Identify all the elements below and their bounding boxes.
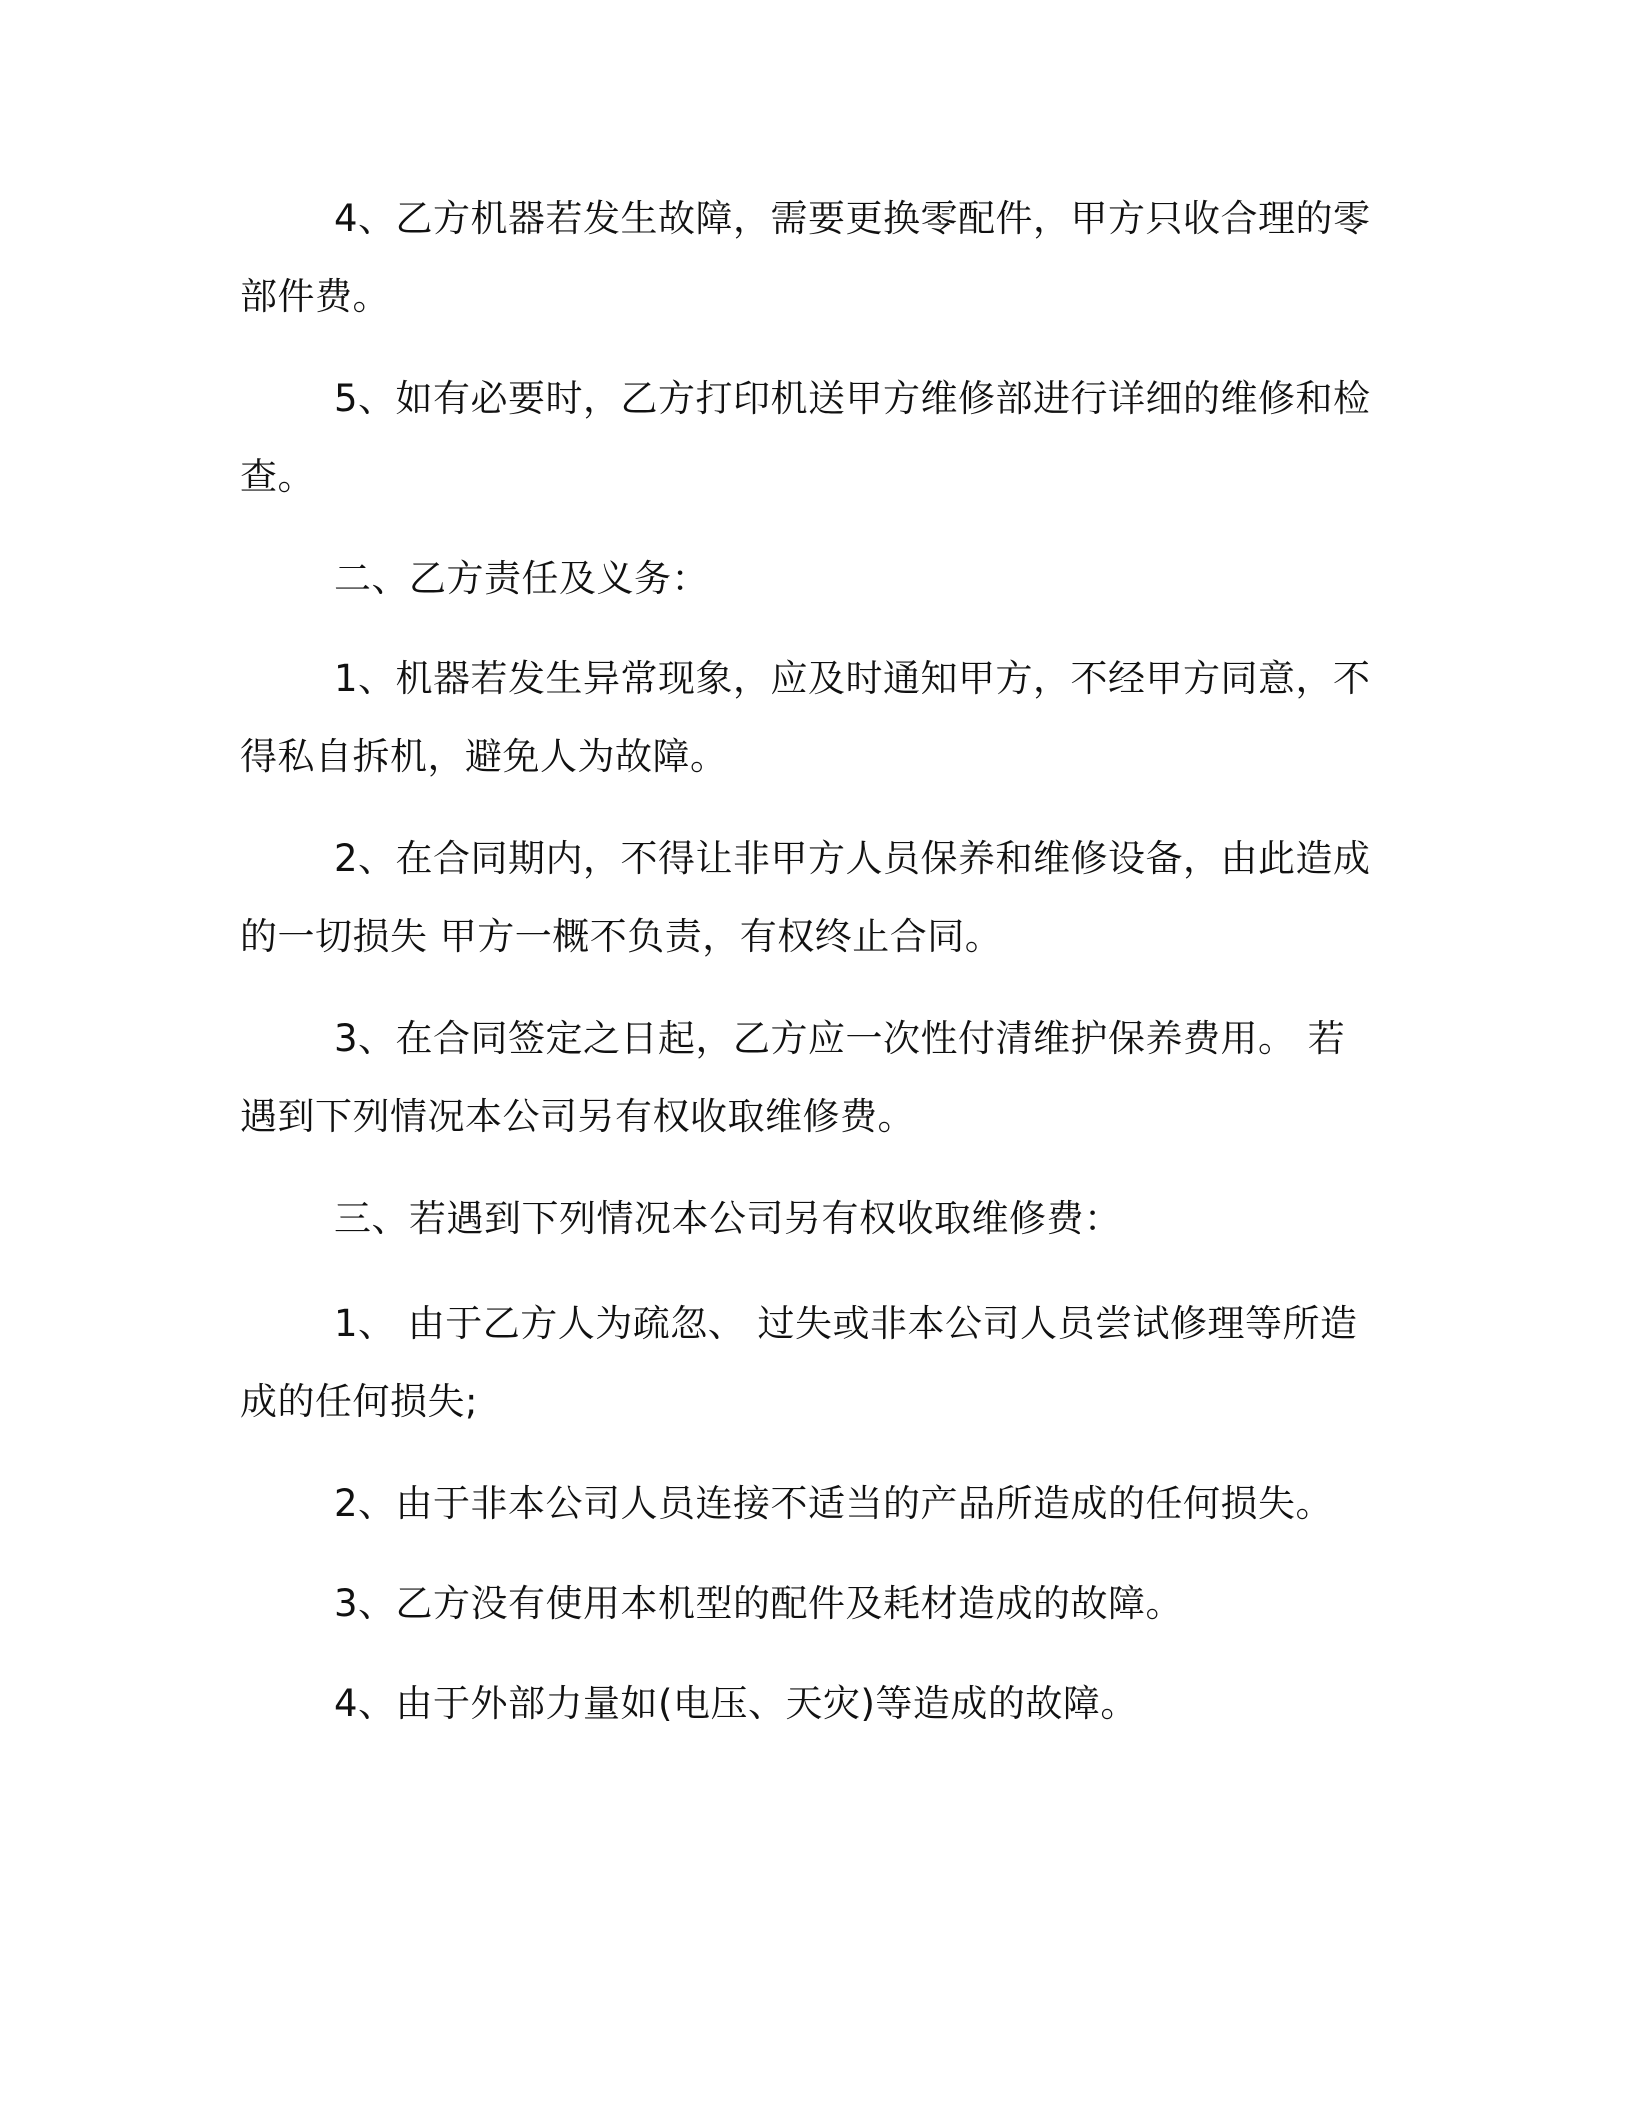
paragraph-repair-dept: 5、如有必要时，乙方打印机送甲方维修部进行详细的维修和检查。 [240,377,1371,498]
paragraph-external-force: 4、由于外部力量如(电压、天灾)等造成的故障。 [334,1682,1138,1725]
section-heading-extra-fees: 三、若遇到下列情况本公司另有权收取维修费： [334,1197,1122,1240]
paragraph-parts-fee: 4、乙方机器若发生故障，需要更换零配件，甲方只收合理的零部件费。 [240,197,1371,318]
paragraph-improper-connection: 2、由于非本公司人员连接不适当的产品所造成的任何损失。 [334,1482,1334,1525]
paragraph-no-third-party: 2、在合同期内，不得让非甲方人员保养和维修设备，由此造成的一切损失 甲方一概不负责，有权终止合同。 [240,837,1371,958]
paragraph-non-original-parts: 3、乙方没有使用本机型的配件及耗材造成的故障。 [334,1582,1184,1625]
paragraph-abnormal-notice: 1、机器若发生异常现象，应及时通知甲方，不经甲方同意，不得私自拆机，避免人为故障。 [240,657,1371,778]
paragraph-payment: 3、在合同签定之日起，乙方应一次性付清维护保养费用。 若遇到下列情况本公司另有权收取维修费。 [240,1017,1346,1138]
paragraph-negligence: 1、 由于乙方人为疏忽、 过失或非本公司人员尝试修理等所造成的任何损失; [240,1302,1358,1423]
section-heading-party-b-duties: 二、乙方责任及义务： [334,557,709,600]
